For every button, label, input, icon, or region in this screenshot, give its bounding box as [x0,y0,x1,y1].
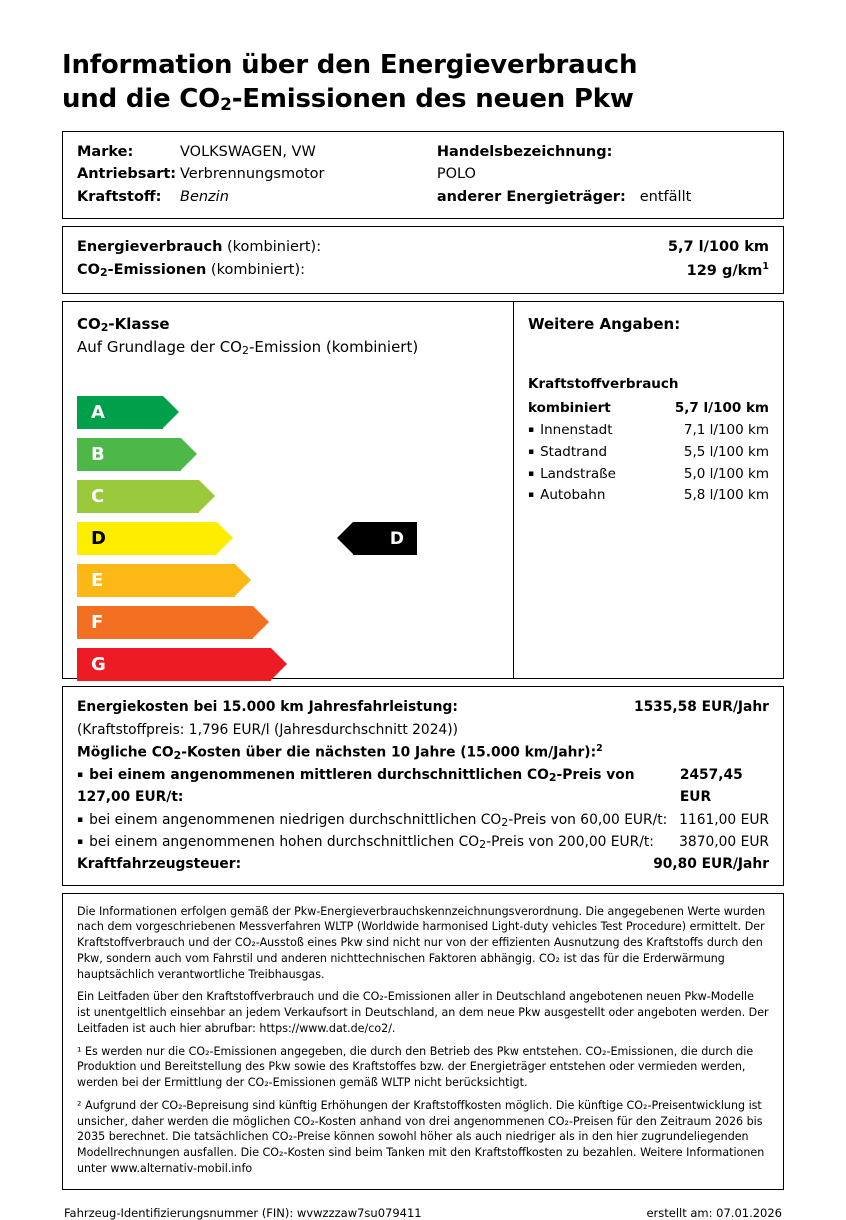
co2-class-heading: CO2-Klasse [77,315,170,335]
legal-note-1: Die Informationen erfolgen gemäß der Pkw-Energieverbrauchskennzeichnungsverordnung. Die angegebenen Werte wurden nach dem vorgeschriebenen Messverfahren WLTP (Worldwide harmonised Light-duty vehicles Test Procedure) ermittelt. Der Kraftstoffverbrauch und der CO₂-Ausstoß eines Pkw sind nicht nur von der effizienten Ausnutzung des Kraftstoffs durch den Pkw, sondern auch vom Fahrstil und anderen nichttechnischen Faktoren abhängig. CO₂ ist das für die Erderwärmung hauptsächlich verantwortliche Treibhausgas. [77,904,766,981]
marke-label: Marke: [77,143,134,160]
fuel-combined-value: 5,7 l/100 km [674,399,769,416]
fuel-item-value: 5,8 l/100 km [683,487,769,504]
co2-class-box [62,301,784,679]
page-title-line1: Information über den Energieverbrauch [62,50,638,80]
energy-cost-value: 1535,58 EUR/Jahr [633,699,769,716]
co2-class-row-d [77,520,513,558]
antriebsart-row [77,163,437,185]
co2-cost-value: 3870,00 EUR [679,833,769,850]
fuel-item-row [528,442,769,464]
fuel-consumption-title: Kraftstoffverbrauch [528,375,679,392]
co2-class-bar-c [77,480,199,513]
energy-cost-label: Energiekosten bei 15.000 km Jahresfahrleistung: [77,699,458,716]
co2-class-bar-a [77,396,163,429]
fuel-item-row [528,485,769,507]
handelsbezeichnung-value-row [437,163,769,185]
co2-class-scale [63,302,513,678]
fuel-items-list [528,420,769,507]
fuel-item-label: ▪ Stadtrand [528,442,607,464]
energy-cost-row [77,696,769,718]
legal-note-3: ¹ Es werden nur die CO₂-Emissionen angegeben, die durch den Betrieb des Pkw entstehen. CO₂-Emissionen, die durch die Produktion und Bereitstellung des Pkw sowie des Kraftstoffes bzw. der Energieträger entstehen oder vermieden werden, werden bei der Ermittlung der CO₂-Emissionen gemäß WLTP nicht berücksichtigt. [77,1044,754,1090]
co2-class-row-b [77,436,513,474]
fuel-item-value: 7,1 l/100 km [683,421,769,438]
energieverbrauch-row [77,236,769,259]
fuel-item-label: ▪ Landstraße [528,464,616,486]
vehicle-tax-label: Kraftfahrzeugsteuer: [77,856,242,873]
co2-class-bar-b [77,438,181,471]
co2-cost-value: 1161,00 EUR [679,811,769,828]
kraftstoff-label: Kraftstoff: [77,188,162,205]
co2-class-row-f [77,604,513,642]
anderer-energietraeger-label: anderer Energieträger: [436,188,626,205]
legal-note-2: Ein Leitfaden über den Kraftstoffverbrauch und die CO₂-Emissionen aller in Deutschland angebotenen neuen Pkw-Modelle ist unentgeltlich einsehbar an jedem Verkaufsort in Deutschland, an dem neue Pkw ausgestellt oder angeboten werden. Der Leitfaden ist auch hier abrufbar: https://www.dat.de/co2/. [77,990,769,1035]
vin-text: Fahrzeug-Identifizierungsnummer (FIN): wvwzzzaw7su079411 [64,1205,422,1220]
co2-cost-row [77,764,769,809]
co2-class-marker: D [353,522,417,555]
co2-class-letter: C [91,486,105,508]
co2-class-letter: G [91,654,106,676]
fuel-price-note-row [77,719,769,741]
fuel-item-row [528,464,769,486]
handelsbezeichnung-row [437,141,769,163]
co2-class-letter: A [91,402,105,424]
co2-cost-value: 2457,45 EUR [679,766,743,806]
fuel-item-label: ▪ Innenstadt [528,420,613,442]
co2-class-letter: B [91,444,105,466]
further-info-panel [513,302,783,678]
co2-cost-label: ▪ bei einem angenommenen mittleren durchschnittlichen CO2-Preis von 127,00 EUR/t: [77,764,680,809]
co2-cost-label: ▪ bei einem angenommenen niedrigen durchschnittlichen CO2-Preis von 60,00 EUR/t: [77,809,667,831]
costs-box [62,686,784,885]
vehicle-info-right [437,141,769,208]
energieverbrauch-value: 5,7 l/100 km [667,239,769,256]
handelsbezeichnung-value: POLO [436,166,476,183]
fuel-price-note: (Kraftstoffpreis: 1,796 EUR/l (Jahresdurchschnitt 2024)) [77,721,459,738]
document-footer [62,1206,784,1220]
co2-class-bars [77,394,513,684]
consumption-box [62,226,784,294]
fuel-combined-label: kombiniert [528,399,611,416]
kraftstoff-value: Benzin [180,188,229,205]
co2-cost-row [77,809,769,831]
marke-value: VOLKSWAGEN, VW [180,143,316,160]
fuel-item-label: ▪ Autobahn [528,485,605,507]
co2-class-row-a [77,394,513,432]
co2-class-row-c [77,478,513,516]
vehicle-tax-row [77,853,769,875]
fuel-item-row [528,420,769,442]
further-info-heading: Weitere Angaben: [528,315,681,334]
kraftstoff-row [77,186,437,208]
antriebsart-value: Verbrennungsmotor [180,166,325,183]
co2-class-row-g [77,646,513,684]
co2-class-subheading: Auf Grundlage der CO2-Emission (kombiniert) [77,337,419,357]
co2-cost-row [77,831,769,853]
vehicle-tax-value: 90,80 EUR/Jahr [653,856,769,873]
co2-class-bar-d [77,522,217,555]
legal-notes-box [62,893,784,1190]
fuel-item-value: 5,0 l/100 km [683,465,769,482]
created-date: erstellt am: 07.01.2026 [646,1205,782,1220]
co2-class-bar-e [77,564,235,597]
page-title-line2: und die $CO_2$-Emissionen des neuen Pkw [62,84,634,116]
fuel-item-value: 5,5 l/100 km [683,443,769,460]
vehicle-info-left [77,141,437,208]
co2-cost-rows [77,764,769,853]
co2-class-letter: F [91,612,104,634]
fuel-combined-row [528,398,769,420]
co2-emissionen-row [77,259,769,283]
co2-class-letter: D [91,528,106,550]
co2-cost-heading-row [77,741,769,764]
co2-class-bar-g [77,648,271,681]
co2-emissionen-value: 129 $g/km^1$ [686,261,769,280]
co2-cost-heading: Mögliche CO2-Kosten über die nächsten 10 Jahre (15.000 km/Jahr):$^2$ [77,742,603,762]
co2-class-letter: E [91,570,104,592]
vehicle-info-box [62,131,784,219]
energieverbrauch-label: Energieverbrauch (kombiniert): [77,239,322,256]
anderer-energietraeger-row [437,186,769,208]
page-title [62,48,784,117]
co2-cost-label: ▪ bei einem angenommenen hohen durchschnittlichen CO2-Preis von 200,00 EUR/t: [77,831,654,853]
marke-row [77,141,437,163]
co2-class-bar-f [77,606,253,639]
legal-note-4: ² Aufgrund der CO₂-Bepreisung sind künftig Erhöhungen der Kraftstoffkosten möglich. Die künftige CO₂-Preisentwicklung ist unsicher, daher werden die möglichen CO₂-Kosten anhand von drei angenommenen CO₂-Preisen für den Zeitraum 2026 bis 2035 berechnet. Die tatsächlichen CO₂-Preise können sowohl höher als auch niedriger als in den hier zugrundeliegenden Modellrechnungen ausfallen. Die CO₂-Kosten sind beim Tanken mit den Kraftstoffkosten zu bezahlen. Weitere Informationen unter www.alternativ-mobil.info [77,1098,765,1175]
antriebsart-label: Antriebsart: [77,166,177,183]
handelsbezeichnung-label: Handelsbezeichnung: [436,143,613,160]
co2-class-row-e [77,562,513,600]
anderer-energietraeger-value: entfällt [639,188,692,205]
co2-emissionen-label: CO2-Emissionen (kombiniert): [77,262,306,280]
